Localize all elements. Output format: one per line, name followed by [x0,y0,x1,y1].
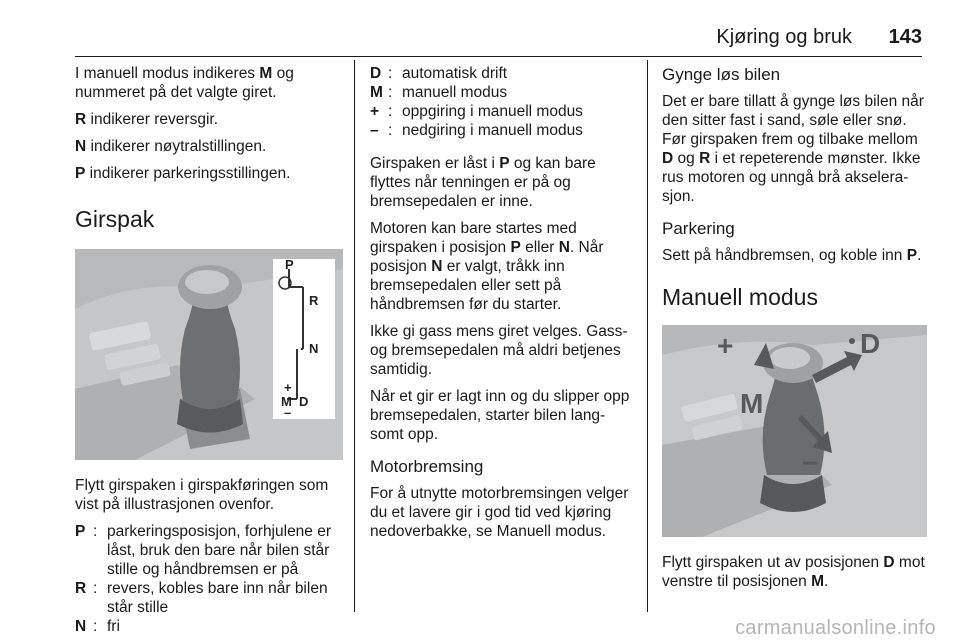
figure2-label-plus: + [717,330,734,361]
column-divider-2 [647,60,648,612]
figure-label-minus: – [284,405,292,420]
gear-lever-illustration [75,249,343,460]
column-divider-1 [354,60,355,612]
parking-text: Sett på håndbremsen, og koble inn P. [662,247,922,264]
figure-label-d: D [299,394,309,409]
def-row-n: N : fri [75,618,120,635]
page-footer [0,612,960,642]
figure-label-plus: + [284,380,292,395]
figure-label-p: P [285,257,294,272]
figure-label-r: R [309,293,319,308]
figure2-label-minus: – [802,445,819,478]
park-indicator-text: P indikerer parkeringsstillingen. [75,165,291,182]
column-3 [662,64,927,599]
reverse-indicator-text: R indikerer reversgir. [75,111,218,128]
def-row-m: M : manuell modus [370,84,508,101]
section-title-girspak: Girspak [75,206,155,232]
page-number: 143 [888,26,922,48]
manual-figure-caption: Flytt girspaken ut av posisjonen D mot venstre til posisjonen M. [662,554,925,590]
def-row-minus: – : nedgiring i manuell modus [370,122,583,139]
figure-caption: Flytt girspaken i girspakføringen som vist på illustrasjonen ovenfor. [75,477,329,513]
def-row-d: D : automatisk drift [370,65,508,82]
column-1 [75,64,343,644]
figure2-label-d: D [860,328,881,359]
creep-text: Når et gir er lagt inn og du slipper opp bremsepedalen, starter bilen lang-somt opp. [370,388,630,443]
rocking-text-2: Før girspaken frem og tilbake mellom D og R i et repeterende mønster. Ikke rus motoren og unngå brå akselera-sjon. [662,131,921,205]
section-title-motorbremsing: Motorbremsing [370,457,484,476]
page-header [0,0,960,56]
figure-label-m: M [281,394,292,409]
section-title-gynge: Gynge løs bilen [662,65,781,84]
header-divider [75,56,922,57]
def-row-r: R : revers, kobles bare inn når bilen står stille [75,580,328,616]
engine-start-text: Motoren kan bare startes med girspaken i posisjon P eller N. Når posisjon N er valgt, tråkk inn bremsepedalen eller sett på håndbremsen før du starter. [370,220,604,313]
manual-mode-intro: I manuell modus indikeres M og nummeret på det valgte giret. [75,65,294,101]
def-row-p: P : parkeringsposisjon, forhjulene er låst, bruk den bare når bilen står stille og håndbremsen er på [75,523,332,578]
rocking-text-1: Det er bare tillatt å gynge løs bilen når den sitter fast i sand, søle eller snø. [662,93,924,129]
engine-braking-text: For å utnytte motorbremsingen velger du et lavere gir i god tid ved kjøring nedoverbakke, se Manuell modus. [370,485,629,540]
mode-list [370,64,632,140]
def-row-plus: + : oppgiring i manuell modus [370,103,583,120]
figure2-label-m: M [740,388,764,419]
section-title-parkering: Parkering [662,219,735,238]
lever-lock-text: Girspaken er låst i P og kan bare flyttes når tenningen er på og bremsepedalen er inne. [370,155,596,210]
chapter-title: Kjøring og bruk [716,26,852,48]
section-title-manuell: Manuell modus [662,284,818,310]
column-2 [370,64,632,549]
neutral-indicator-text: N indikerer nøytralstillingen. [75,138,267,155]
manual-mode-illustration [662,325,927,537]
no-throttle-text: Ikke gi gass mens giret velges. Gass- og bremsepedalen må aldri betjenes samtidig. [370,323,628,378]
watermark-text: carmanualsonline.info [735,617,936,639]
figure-label-n: N [309,341,319,356]
